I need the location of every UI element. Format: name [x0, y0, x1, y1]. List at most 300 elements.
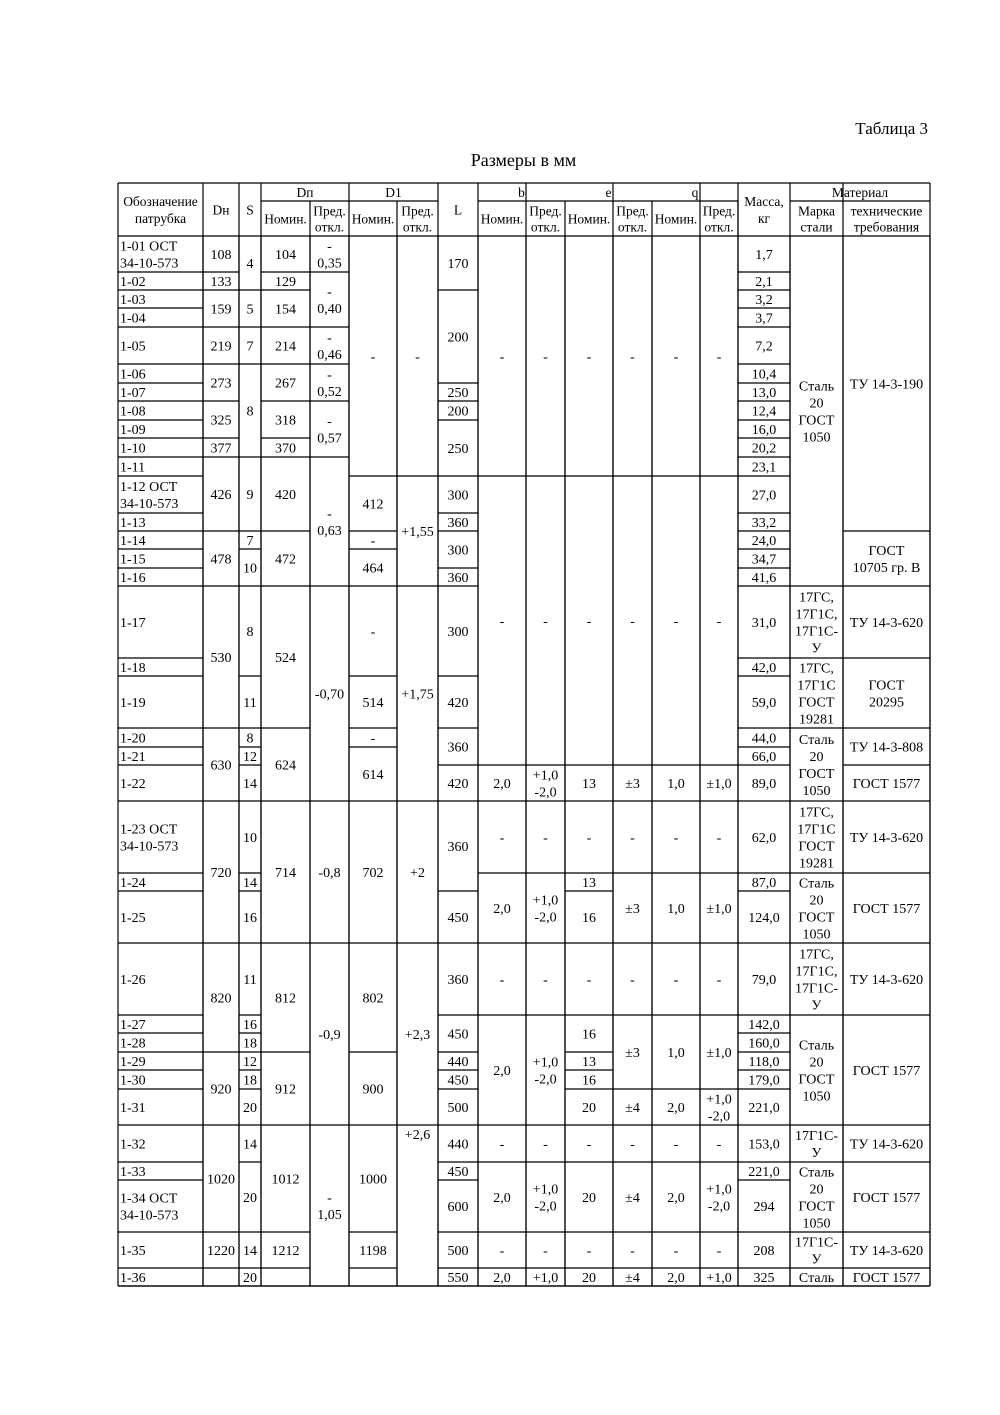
cell-dpn: 812: [275, 991, 296, 1007]
cell-en: 20: [582, 1271, 596, 1286]
cell-dpt: -0,8: [318, 866, 341, 881]
cell-bn: 2,0: [493, 777, 511, 792]
cell-d1n: 614: [362, 768, 384, 783]
cell-dpn: 214: [275, 339, 296, 355]
cell-qt: ±1,0: [706, 777, 732, 792]
cell-grade: 20: [809, 750, 824, 765]
cell-grade: 1050: [802, 927, 831, 943]
header-tolerance: Пред.: [702, 203, 736, 219]
header-nominal: Номин.: [654, 211, 698, 227]
cell-bn: -: [499, 614, 505, 630]
cell-dn: 273: [210, 376, 232, 392]
cell-bn: 2,0: [493, 1271, 511, 1286]
cell-req: ГОСТ 1577: [852, 1191, 921, 1206]
cell-l: 300: [447, 625, 469, 640]
row-mass: 23,1: [751, 460, 777, 476]
row-designation: 1-31: [120, 1101, 146, 1116]
cell-qt: -2,0: [707, 1109, 731, 1125]
cell-dpt: -0,9: [318, 1028, 341, 1043]
row-designation: 1-13: [120, 516, 146, 531]
header-tech-req: требования: [853, 219, 920, 235]
row-designation: 1-01 ОСТ: [120, 239, 178, 255]
header-tolerance: откл.: [530, 219, 561, 235]
cell-qt: -: [716, 1137, 722, 1153]
cell-req: ГОСТ: [868, 678, 905, 694]
row-designation: 1-14: [120, 534, 146, 549]
header-nominal: Номин.: [351, 211, 395, 227]
row-mass: 59,0: [751, 696, 777, 711]
cell-et: ±3: [625, 777, 640, 792]
cell-qt: +1,0: [706, 1271, 732, 1286]
row-designation: 1-17: [120, 616, 146, 631]
header-b: b: [518, 185, 525, 200]
cell-l: 550: [447, 1271, 469, 1286]
cell-en: 13: [582, 876, 596, 891]
cell-s: 7: [246, 534, 254, 549]
cell-grade: ГОСТ: [798, 767, 835, 782]
cell-req: ТУ 14-3-190: [849, 377, 924, 393]
cell-dpn: 1212: [271, 1244, 300, 1259]
row-designation: 1-26: [120, 973, 146, 988]
row-mass: 13,0: [751, 386, 777, 401]
cell-dn: 426: [210, 488, 232, 503]
cell-grade: Сталь: [798, 1165, 835, 1181]
row-designation: 1-28: [120, 1036, 146, 1052]
cell-en: 13: [582, 1055, 596, 1070]
row-designation: 1-23 ОСТ: [120, 822, 178, 838]
cell-bt: -: [543, 831, 548, 846]
cell-s: 8: [246, 731, 254, 747]
cell-qt: -: [716, 1244, 722, 1259]
cell-qn: 1,0: [667, 902, 685, 917]
row-mass: 79,0: [751, 973, 777, 988]
cell-qn: -: [673, 973, 679, 988]
header-tolerance: откл.: [617, 219, 648, 235]
row-designation: 34-10-573: [120, 497, 179, 512]
cell-en: 16: [582, 1073, 596, 1089]
cell-qn: -: [673, 350, 679, 365]
cell-grade: ГОСТ: [798, 1199, 835, 1215]
cell-et: -: [630, 614, 635, 630]
cell-dpt: 0,40: [317, 302, 342, 317]
cell-grade: 20: [809, 1055, 824, 1071]
cell-et: ±4: [625, 1101, 640, 1116]
header-nominal: Номин.: [264, 211, 307, 227]
cell-grade: 17Г1С,: [795, 607, 838, 623]
cell-grade: 17ГС,: [799, 947, 834, 963]
cell-grade: 17ГС,: [799, 661, 834, 677]
cell-d1n: 412: [362, 497, 384, 513]
cell-et: -: [630, 1244, 635, 1259]
cell-l: 360: [447, 516, 469, 531]
row-designation: 1-04: [120, 311, 146, 327]
cell-bt: +1,0: [532, 1182, 559, 1198]
cell-et: ±4: [625, 1191, 640, 1206]
cell-qt: -: [716, 350, 722, 365]
header-mass: кг: [757, 211, 771, 226]
cell-s: 7: [246, 339, 254, 355]
cell-qt: -: [716, 614, 722, 630]
row-mass: 16,0: [751, 423, 777, 438]
cell-qn: -: [673, 831, 679, 846]
cell-s: 16: [243, 1018, 257, 1033]
cell-d1n: 1000: [359, 1172, 387, 1188]
units-caption: Размеры в мм: [470, 150, 577, 170]
cell-grade: 1050: [802, 1089, 831, 1105]
cell-d1n: -: [370, 731, 376, 747]
cell-grade: Сталь: [798, 876, 835, 892]
cell-bt: -: [543, 1244, 548, 1259]
row-designation: 1-05: [120, 339, 146, 355]
cell-dpn: 714: [275, 866, 296, 881]
cell-grade: У: [811, 1146, 822, 1161]
cell-d1n: -: [370, 350, 376, 365]
cell-l: 450: [447, 1073, 469, 1089]
cell-grade: 17ГС,: [799, 590, 834, 606]
cell-req: ТУ 14-3-620: [849, 831, 924, 846]
cell-dpn: 624: [275, 758, 296, 774]
cell-dpt: -: [327, 331, 332, 346]
cell-d1n: 802: [362, 991, 384, 1007]
header-tolerance: Пред.: [616, 203, 649, 219]
cell-bn: -: [499, 1137, 505, 1153]
cell-grade: 17Г1С-: [794, 981, 839, 997]
cell-dpt: 1,05: [317, 1208, 342, 1223]
cell-dn: 820: [210, 991, 232, 1007]
row-designation: 1-25: [120, 911, 146, 926]
header-tolerance: Пред.: [313, 203, 346, 219]
cell-en: -: [586, 614, 592, 630]
cell-s: 14: [243, 777, 257, 792]
cell-s: 14: [243, 1244, 257, 1259]
row-designation: 1-16: [120, 571, 146, 586]
cell-qt: ±1,0: [706, 1046, 732, 1061]
cell-qn: -: [673, 1137, 679, 1153]
cell-dn: 325: [210, 413, 232, 429]
row-designation: 1-30: [120, 1073, 146, 1089]
cell-req: ТУ 14-3-620: [849, 1137, 924, 1153]
cell-dpt: 0,46: [317, 348, 342, 363]
header-q: q: [691, 185, 699, 200]
cell-en: 20: [582, 1101, 596, 1116]
cell-bn: -: [499, 1244, 505, 1259]
row-designation: 1-21: [120, 750, 146, 765]
row-mass: 27,0: [751, 488, 777, 504]
row-designation: 1-07: [120, 386, 146, 401]
table-number: Таблица 3: [855, 119, 928, 138]
cell-dpn: 129: [275, 275, 296, 290]
cell-dpt: -: [327, 285, 332, 300]
cell-dn: 108: [210, 248, 232, 263]
cell-dpt: -: [327, 414, 332, 430]
cell-dpt: -: [327, 239, 332, 255]
cell-dpt: 0,57: [317, 431, 342, 447]
cell-bn: 2,0: [493, 1191, 511, 1206]
header-l: L: [453, 202, 463, 218]
row-designation: 1-03: [120, 293, 146, 308]
header-dn: Dн: [212, 202, 230, 218]
cell-dn: 159: [210, 302, 232, 318]
row-designation: 1-12 ОСТ: [120, 480, 178, 495]
header-tolerance: откл.: [402, 219, 433, 235]
cell-dpn: 267: [275, 376, 296, 392]
cell-dn: 1220: [207, 1244, 235, 1259]
cell-l: 300: [447, 488, 469, 504]
cell-dpt: -: [327, 368, 332, 383]
cell-req: ГОСТ 1577: [852, 777, 921, 792]
row-mass: 24,0: [751, 534, 777, 549]
header-dp: Dп: [296, 185, 314, 200]
cell-l: 200: [447, 330, 469, 346]
cell-grade: У: [811, 641, 822, 657]
cell-req: ГОСТ 1577: [852, 902, 921, 917]
row-designation: 1-33: [120, 1165, 146, 1180]
cell-grade: 20: [809, 396, 824, 412]
row-mass: 208: [753, 1244, 775, 1259]
cell-s: 11: [243, 973, 257, 988]
cell-bt: -2,0: [534, 1199, 557, 1215]
cell-s: 20: [243, 1101, 257, 1116]
row-mass: 3,2: [755, 293, 773, 308]
cell-s: 11: [243, 696, 257, 711]
cell-l: 440: [447, 1137, 469, 1153]
cell-grade: 17Г1С: [797, 822, 836, 838]
cell-l: 600: [447, 1200, 469, 1215]
cell-grade: 1050: [802, 784, 831, 799]
cell-dn: 720: [210, 866, 232, 881]
row-mass: 221,0: [748, 1165, 780, 1180]
cell-qn: 1,0: [667, 1046, 685, 1061]
cell-dpn: 318: [275, 413, 296, 429]
row-mass: 66,0: [751, 750, 777, 765]
cell-qn: 2,0: [667, 1191, 685, 1206]
cell-d1t: -: [415, 350, 420, 365]
cell-grade: Сталь: [798, 1271, 835, 1286]
row-designation: 1-08: [120, 404, 146, 420]
cell-req: ТУ 14-3-808: [849, 740, 924, 756]
cell-d1t: +1,75: [401, 687, 434, 703]
cell-qn: -: [673, 1244, 679, 1259]
cell-bn: -: [499, 973, 505, 988]
cell-et: -: [630, 350, 635, 365]
row-mass: 142,0: [748, 1018, 780, 1033]
row-designation: 1-32: [120, 1137, 146, 1153]
cell-grade: 20: [809, 1182, 824, 1198]
header-d1: D1: [385, 185, 402, 200]
cell-bt: -2,0: [534, 785, 557, 801]
cell-l: 170: [447, 257, 469, 272]
cell-l: 360: [447, 571, 469, 586]
row-designation: 1-15: [120, 552, 146, 568]
row-mass: 41,6: [751, 571, 777, 586]
row-mass: 179,0: [748, 1073, 780, 1089]
cell-grade: 17Г1С-: [794, 624, 839, 640]
header-s: S: [246, 202, 254, 218]
cell-req: 20295: [869, 695, 904, 711]
cell-dn: 377: [210, 441, 232, 457]
cell-grade: У: [811, 998, 822, 1014]
row-designation: 34-10-573: [120, 256, 179, 272]
cell-bn: 2,0: [493, 902, 511, 917]
header-nominal: Номин.: [480, 211, 524, 227]
cell-dpn: 420: [275, 488, 296, 503]
cell-d1n: 464: [362, 561, 384, 577]
row-mass: 3,7: [755, 311, 773, 327]
row-mass: 153,0: [748, 1137, 780, 1153]
cell-en: -: [586, 973, 592, 988]
cell-l: 440: [447, 1055, 469, 1070]
cell-l: 500: [447, 1101, 469, 1116]
cell-grade: 20: [809, 893, 824, 909]
row-mass: 160,0: [748, 1036, 780, 1052]
cell-d1n: 514: [362, 696, 384, 711]
row-designation: 1-35: [120, 1244, 146, 1259]
cell-bn: 2,0: [493, 1064, 511, 1079]
header-mass: Масса,: [744, 194, 784, 209]
cell-d1n: -: [370, 534, 376, 549]
cell-bt: -: [543, 614, 548, 630]
row-designation: 1-34 ОСТ: [120, 1191, 178, 1207]
cell-req: ТУ 14-3-620: [849, 973, 924, 988]
cell-dpn: 370: [275, 441, 296, 457]
cell-bt: -2,0: [534, 910, 557, 926]
cell-grade: 17Г1С: [797, 678, 836, 694]
row-designation: 1-06: [120, 367, 146, 383]
cell-qt: +1,0: [706, 1182, 732, 1198]
cell-qt: +1,0: [706, 1092, 732, 1108]
cell-et: -: [630, 831, 635, 846]
header-tolerance: Пред.: [529, 203, 562, 219]
cell-s: 14: [243, 1137, 257, 1153]
row-designation: 1-36: [120, 1271, 146, 1286]
cell-en: -: [586, 1137, 592, 1153]
cell-d1n: -: [370, 625, 376, 640]
cell-s: 4: [246, 257, 254, 272]
row-designation: 1-02: [120, 275, 146, 290]
row-mass: 42,0: [751, 661, 777, 676]
header-designation: патрубка: [134, 211, 187, 226]
cell-l: 200: [447, 404, 469, 420]
cell-qt: -: [716, 831, 722, 846]
cell-l: 250: [447, 386, 469, 401]
cell-dn: 920: [210, 1082, 232, 1098]
cell-dpn: 524: [275, 651, 296, 666]
cell-grade: 17ГС,: [799, 805, 834, 821]
cell-et: -: [630, 973, 635, 988]
row-mass: 1,7: [755, 248, 773, 263]
cell-et: ±4: [625, 1271, 640, 1286]
cell-bt: -2,0: [534, 1072, 557, 1088]
cell-grade: У: [811, 1252, 822, 1268]
cell-dpn: 104: [275, 248, 296, 263]
cell-bt: +1,0: [532, 893, 559, 909]
cell-qn: 1,0: [667, 777, 685, 792]
cell-d1t: +1,55: [401, 525, 434, 540]
row-mass: 31,0: [751, 616, 777, 631]
cell-dpt: -0,70: [314, 687, 345, 703]
row-mass: 294: [753, 1200, 775, 1215]
cell-req: 10705 гр. В: [852, 561, 921, 576]
cell-d1t: +2,3: [404, 1028, 431, 1043]
row-designation: 1-27: [120, 1018, 146, 1033]
cell-et: -: [630, 1137, 635, 1153]
cell-dpn: 912: [275, 1082, 296, 1098]
cell-s: 10: [243, 831, 257, 846]
row-mass: 124,0: [748, 911, 780, 926]
cell-en: -: [586, 831, 592, 846]
row-mass: 118,0: [748, 1055, 780, 1070]
cell-l: 250: [447, 442, 469, 457]
row-mass: 62,0: [751, 831, 777, 846]
cell-l: 300: [447, 543, 469, 559]
cell-grade: Сталь: [798, 1038, 835, 1054]
row-mass: 325: [753, 1271, 775, 1286]
cell-grade: 19281: [799, 712, 834, 728]
row-designation: 1-10: [120, 441, 146, 457]
cell-l: 360: [447, 740, 469, 756]
cell-grade: 1050: [802, 430, 831, 446]
cell-qt: ±1,0: [706, 902, 732, 917]
cell-qt: -2,0: [707, 1199, 731, 1215]
cell-qn: 2,0: [667, 1101, 685, 1116]
header-tech-req: технические: [850, 203, 923, 219]
cell-dpn: 472: [275, 552, 296, 568]
cell-en: 20: [582, 1191, 596, 1206]
cell-d1t: +2: [410, 866, 425, 881]
row-mass: 44,0: [751, 731, 777, 747]
cell-s: 5: [246, 302, 254, 318]
cell-s: 10: [243, 561, 257, 577]
row-mass: 89,0: [751, 777, 777, 792]
cell-bn: -: [499, 350, 505, 365]
cell-en: -: [586, 1244, 592, 1259]
cell-dpn: 1012: [271, 1172, 300, 1188]
cell-s: 20: [243, 1271, 257, 1286]
cell-et: ±3: [625, 1046, 640, 1061]
header-tolerance: откл.: [704, 219, 734, 235]
cell-dpt: -: [327, 507, 332, 522]
cell-bt: -: [543, 1137, 548, 1153]
header-nominal: Номин.: [567, 211, 611, 227]
cell-en: -: [586, 350, 592, 365]
cell-dpt: 0,35: [317, 256, 342, 272]
header-material: Материал: [831, 185, 889, 200]
cell-req: ГОСТ 1577: [852, 1064, 921, 1079]
cell-s: 12: [243, 1055, 257, 1070]
cell-grade: ГОСТ: [798, 1072, 835, 1088]
cell-grade: 17Г1С-: [794, 1235, 839, 1251]
cell-d1t: +2,6: [404, 1128, 431, 1143]
cell-dn: 133: [210, 275, 232, 290]
row-designation: 1-19: [120, 696, 146, 711]
row-designation: 1-22: [120, 777, 146, 792]
cell-s: 18: [243, 1036, 257, 1052]
cell-d1n: 702: [362, 866, 384, 881]
cell-grade: ГОСТ: [798, 839, 835, 855]
cell-l: 420: [447, 696, 469, 711]
cell-grade: ГОСТ: [798, 695, 835, 711]
cell-l: 450: [447, 1165, 469, 1180]
cell-dn: 630: [210, 758, 232, 774]
cell-l: 420: [447, 777, 469, 792]
row-designation: 1-20: [120, 731, 146, 747]
row-designation: 1-11: [120, 460, 146, 476]
cell-qt: -: [716, 973, 722, 988]
cell-bt: +1,0: [532, 768, 559, 784]
header-designation: Обозначение: [123, 194, 198, 209]
row-designation: 1-24: [120, 876, 146, 891]
cell-l: 450: [447, 911, 469, 926]
